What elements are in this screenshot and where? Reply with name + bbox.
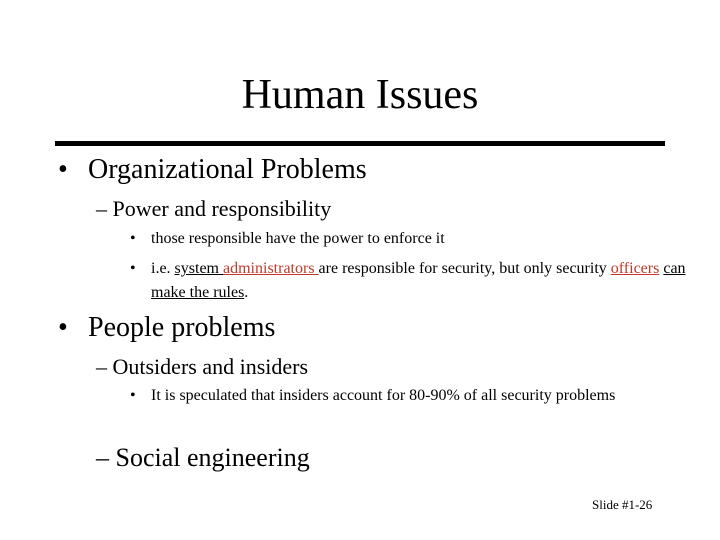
dash-mark: –: [96, 196, 107, 221]
sub-bullet-power-and-responsibility: [96, 196, 331, 222]
bullet-mark: •: [58, 154, 68, 185]
point-enforce: [130, 227, 690, 251]
bullet-people-problems: [58, 311, 275, 345]
text-responsible: are responsible for security, but only security: [318, 260, 611, 277]
dash-mark: –: [96, 443, 109, 472]
bullet-organizational-problems: [58, 153, 367, 187]
sub-bullet-outsiders-insiders: [96, 354, 308, 380]
link-administrators[interactable]: administrators: [223, 260, 319, 277]
link-make-rules[interactable]: can make the rules: [151, 260, 686, 301]
sub-bullet-text: Power and responsibility: [112, 196, 332, 221]
point-bullet-mark: •: [130, 387, 136, 404]
slide-title: Human Issues: [241, 72, 479, 118]
point-text: [151, 257, 690, 305]
point-bullet-mark: •: [130, 260, 136, 277]
point-administrators: [130, 257, 690, 305]
sub-bullet-text: Outsiders and insiders: [112, 354, 309, 379]
slide-number: Slide #1-26: [592, 497, 653, 512]
point-text: It is speculated that insiders account for 80-90% of all security problems: [151, 387, 616, 404]
link-officers[interactable]: officers: [610, 260, 660, 277]
title-rule: [55, 141, 665, 146]
link-system[interactable]: system: [174, 260, 223, 277]
bullet-mark: •: [58, 312, 68, 343]
bullet-text: Organizational Problems: [88, 154, 367, 185]
point-bullet-mark: •: [130, 230, 136, 247]
sub-bullet-text: Social engineering: [115, 443, 310, 472]
sub-bullet-social-engineering: [96, 443, 310, 473]
bullet-text: People problems: [88, 312, 276, 343]
text-ie: i.e.: [151, 260, 175, 277]
point-text: those responsible have the power to enforce it: [151, 230, 445, 247]
dash-mark: –: [96, 354, 107, 379]
point-insiders-speculation: [130, 384, 690, 408]
text-period: .: [244, 284, 249, 301]
